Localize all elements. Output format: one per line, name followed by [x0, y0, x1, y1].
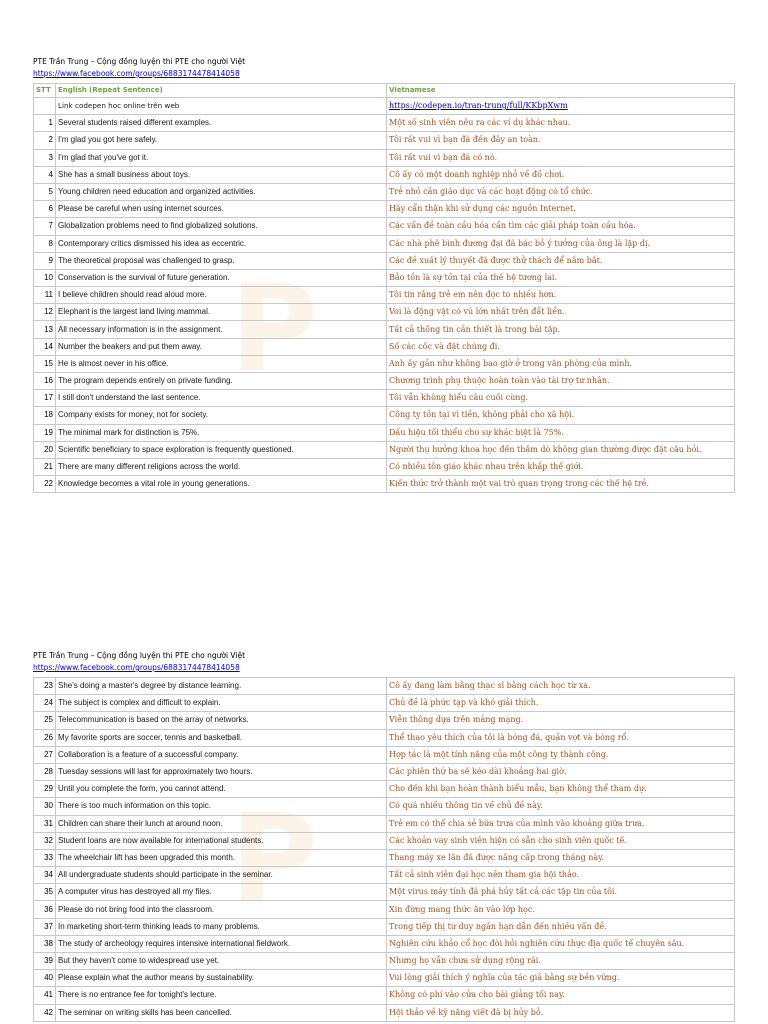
table-row: [34, 373, 735, 390]
row-number: 13: [34, 321, 56, 338]
row-number: 22: [34, 476, 56, 493]
watermark-logo: P: [230, 790, 318, 929]
table-row: [34, 269, 735, 286]
vietnamese-translation: Một số sinh viên nêu ra các ví dụ khác nhau.: [387, 115, 735, 132]
vietnamese-translation: Các phiên thứ ba sẽ kéo dài khoảng hai giờ.: [387, 763, 735, 780]
english-sentence: The theoretical proposal was challenged to grasp.: [56, 252, 387, 269]
english-sentence: All undergraduate students should participate in the seminar.: [56, 867, 387, 884]
row-number: 26: [34, 729, 56, 746]
english-sentence: The wheelchair lift has been upgraded this month.: [56, 849, 387, 866]
vietnamese-translation: Tôi tin rằng trẻ em nên đọc to nhiều hơn.: [387, 287, 735, 304]
page-header-link[interactable]: https://www.facebook.com/groups/6883174478414058: [33, 663, 240, 672]
vietnamese-translation: Công ty tồn tại vì tiền, không phải cho xã hội.: [387, 407, 735, 424]
vietnamese-translation: Bảo tồn là sự tồn tại của thế hệ tương lai.: [387, 269, 735, 286]
english-sentence: Knowledge becomes a vital role in young generations.: [56, 476, 387, 493]
vietnamese-translation: Anh ấy gần như không bao giờ ở trong văn phòng của mình.: [387, 355, 735, 372]
row-number: 12: [34, 304, 56, 321]
page-header-title: PTE Trần Trung – Cộng đồng luyện thi PTE cho người Việt: [33, 651, 246, 660]
table-row: [34, 458, 735, 475]
vietnamese-translation: Các đề xuất lý thuyết đã được thử thách để nắm bắt.: [387, 252, 735, 269]
table-row: [34, 815, 735, 832]
row-number: 38: [34, 935, 56, 952]
row-number: 30: [34, 798, 56, 815]
row-number: 27: [34, 746, 56, 763]
english-sentence: Please do not bring food into the classroom.: [56, 901, 387, 918]
row-number: 21: [34, 458, 56, 475]
english-sentence: Collaboration is a feature of a successful company.: [56, 746, 387, 763]
english-sentence: In marketing short-term thinking leads to many problems.: [56, 918, 387, 935]
vietnamese-translation: Dấu hiệu tối thiểu cho sự khác biệt là 75%.: [387, 424, 735, 441]
vietnamese-translation: Tôi rất vui vì bạn đã đến đây an toàn.: [387, 132, 735, 149]
table-row: [34, 321, 735, 338]
english-sentence: Please be careful when using internet sources.: [56, 201, 387, 218]
sentence-table-2-body: [34, 678, 735, 1022]
table-row: [34, 695, 735, 712]
vietnamese-translation: Số các cốc và đặt chúng đi.: [387, 338, 735, 355]
intro-row: [34, 98, 735, 115]
row-number: 35: [34, 884, 56, 901]
english-sentence: The study of archeology requires intensive international fieldwork.: [56, 935, 387, 952]
english-sentence: She's doing a master's degree by distance learning.: [56, 678, 387, 695]
table-row: [34, 849, 735, 866]
row-number: 36: [34, 901, 56, 918]
row-number: 33: [34, 849, 56, 866]
english-sentence: Young children need education and organized activities.: [56, 183, 387, 200]
vietnamese-translation: Cho đến khi bạn hoàn thành biểu mẫu, bạn không thể tham dự.: [387, 781, 735, 798]
table-row: [34, 183, 735, 200]
vietnamese-translation: Người thụ hưởng khoa học đến thăm dò không gian thường được đặt câu hỏi.: [387, 441, 735, 458]
english-sentence: Several students raised different examples.: [56, 115, 387, 132]
vietnamese-translation: Viễn thông dựa trên mảng mạng.: [387, 712, 735, 729]
row-number: 39: [34, 953, 56, 970]
table-row: [34, 201, 735, 218]
row-number: 17: [34, 390, 56, 407]
row-number: 24: [34, 695, 56, 712]
table-row: [34, 712, 735, 729]
table-row: [34, 935, 735, 952]
row-number: 16: [34, 373, 56, 390]
vietnamese-translation: Voi là động vật có vú lớn nhất trên đất liền.: [387, 304, 735, 321]
table-row: [34, 115, 735, 132]
row-number: 32: [34, 832, 56, 849]
table-row: [34, 132, 735, 149]
intro-row-english: Link codepen học online trên web: [56, 98, 387, 115]
table-row: [34, 424, 735, 441]
row-number: 42: [34, 1004, 56, 1021]
table-row: [34, 355, 735, 372]
row-number: 25: [34, 712, 56, 729]
vietnamese-translation: Tất cả sinh viên đại học nên tham gia hội thảo.: [387, 867, 735, 884]
row-number: 2: [34, 132, 56, 149]
table-row: [34, 798, 735, 815]
page-header-title: PTE Trần Trung – Cộng đồng luyện thi PTE cho người Việt: [33, 57, 246, 66]
row-number: 9: [34, 252, 56, 269]
row-number: 7: [34, 218, 56, 235]
row-number: 19: [34, 424, 56, 441]
row-number: 3: [34, 149, 56, 166]
table-row: [34, 149, 735, 166]
table-row: [34, 746, 735, 763]
vietnamese-translation: Cô ấy có một doanh nghiệp nhỏ về đồ chơi.: [387, 166, 735, 183]
vietnamese-translation: Hội thảo về kỹ năng viết đã bị hủy bỏ.: [387, 1004, 735, 1021]
english-sentence: There is no entrance fee for tonight's lecture.: [56, 987, 387, 1004]
vietnamese-translation: Thang máy xe lăn đã được nâng cấp trong tháng này.: [387, 849, 735, 866]
row-number: 8: [34, 235, 56, 252]
row-number: 20: [34, 441, 56, 458]
vietnamese-translation: Có quá nhiều thông tin về chủ đề này.: [387, 798, 735, 815]
english-sentence: A computer virus has destroyed all my files.: [56, 884, 387, 901]
english-sentence: I believe children should read aloud more.: [56, 287, 387, 304]
table-header-row: [34, 84, 735, 98]
vietnamese-translation: Cô ấy đang làm bằng thạc sĩ bằng cách học từ xa.: [387, 678, 735, 695]
english-sentence: She has a small business about toys.: [56, 166, 387, 183]
vietnamese-translation: Không có phí vào cửa cho bài giảng tối nay.: [387, 987, 735, 1004]
english-sentence: I'm glad that you've got it.: [56, 149, 387, 166]
vietnamese-translation: Xin đừng mang thức ăn vào lớp học.: [387, 901, 735, 918]
column-header-vietnamese: Vietnamese: [387, 84, 735, 98]
table-row: [34, 441, 735, 458]
table-row: [34, 1004, 735, 1021]
vietnamese-translation: Tất cả thông tin cần thiết là trong bài tập.: [387, 321, 735, 338]
english-sentence: The seminar on writing skills has been cancelled.: [56, 1004, 387, 1021]
table-row: [34, 407, 735, 424]
english-sentence: Please explain what the author means by sustainability.: [56, 970, 387, 987]
table-row: [34, 476, 735, 493]
row-number: 29: [34, 781, 56, 798]
vietnamese-translation: Tôi rất vui vì bạn đã có nó.: [387, 149, 735, 166]
codepen-link[interactable]: https://codepen.io/tran-trung/full/KKbpXwm: [387, 98, 735, 115]
table-row: [34, 678, 735, 695]
vietnamese-translation: Hãy cẩn thận khi sử dụng các nguồn Internet.: [387, 201, 735, 218]
english-sentence: Scientific beneficiary to space exploration is frequently questioned.: [56, 441, 387, 458]
sentence-table-1: [33, 83, 735, 493]
table-row: [34, 781, 735, 798]
table-row: [34, 987, 735, 1004]
english-sentence: Children can share their lunch at around noon.: [56, 815, 387, 832]
table-row: [34, 287, 735, 304]
vietnamese-translation: Có nhiều tôn giáo khác nhau trên khắp thế giới.: [387, 458, 735, 475]
page-header-link[interactable]: https://www.facebook.com/groups/6883174478414058: [33, 69, 240, 78]
table-row: [34, 970, 735, 987]
table-row: [34, 235, 735, 252]
vietnamese-translation: Chủ đề là phức tạp và khó giải thích.: [387, 695, 735, 712]
table-row: [34, 338, 735, 355]
vietnamese-translation: Kiến thức trở thành một vai trò quan trọng trong các thế hệ trẻ.: [387, 476, 735, 493]
english-sentence: But they haven't come to widespread use yet.: [56, 953, 387, 970]
row-number: 37: [34, 918, 56, 935]
english-sentence: There are many different religions across the world.: [56, 458, 387, 475]
vietnamese-translation: Các vấn đề toàn cầu hóa cần tìm các giải pháp toàn cầu hóa.: [387, 218, 735, 235]
vietnamese-translation: Nghiên cứu khảo cổ học đòi hỏi nghiên cứu thực địa quốc tế chuyên sâu.: [387, 935, 735, 952]
row-number: 34: [34, 867, 56, 884]
table-row: [34, 304, 735, 321]
english-sentence: All necessary information is in the assignment.: [56, 321, 387, 338]
vietnamese-translation: Các khoản vay sinh viên hiện có sẵn cho sinh viên quốc tế.: [387, 832, 735, 849]
vietnamese-translation: Một virus máy tính đã phá hủy tất cả các tập tin của tôi.: [387, 884, 735, 901]
english-sentence: Telecommunication is based on the array of networks.: [56, 712, 387, 729]
table-row: [34, 390, 735, 407]
row-number: 31: [34, 815, 56, 832]
english-sentence: Number the beakers and put them away.: [56, 338, 387, 355]
vietnamese-translation: Trẻ nhỏ cần giáo dục và các hoạt động có tổ chức.: [387, 183, 735, 200]
english-sentence: The program depends entirely on private funding.: [56, 373, 387, 390]
row-number: 4: [34, 166, 56, 183]
row-number: 41: [34, 987, 56, 1004]
watermark-logo: P: [230, 260, 318, 399]
row-number: 14: [34, 338, 56, 355]
table-row: [34, 218, 735, 235]
vietnamese-translation: Hợp tác là một tính năng của một công ty thành công.: [387, 746, 735, 763]
row-number: 11: [34, 287, 56, 304]
table-row: [34, 729, 735, 746]
english-sentence: I'm glad you got here safely.: [56, 132, 387, 149]
english-sentence: Elephant is the largest land living mammal.: [56, 304, 387, 321]
table-row: [34, 166, 735, 183]
vietnamese-translation: Thể thao yêu thích của tôi là bóng đá, quần vợt và bóng rổ.: [387, 729, 735, 746]
english-sentence: Globalization problems need to find globalized solutions.: [56, 218, 387, 235]
table-row: [34, 953, 735, 970]
table-row: [34, 763, 735, 780]
english-sentence: I still don't understand the last sentence.: [56, 390, 387, 407]
row-number: 1: [34, 115, 56, 132]
english-sentence: The subject is complex and difficult to explain.: [56, 695, 387, 712]
vietnamese-translation: Nhưng họ vẫn chưa sử dụng rộng rãi.: [387, 953, 735, 970]
vietnamese-translation: Các nhà phê bình đương đại đã bác bỏ ý tưởng của ông là lập dị.: [387, 235, 735, 252]
column-header-english: English (Repeat Sentence): [56, 84, 387, 98]
row-number: 28: [34, 763, 56, 780]
table-row: [34, 918, 735, 935]
vietnamese-translation: Chương trình phụ thuộc hoàn toàn vào tài trợ tư nhân.: [387, 373, 735, 390]
sentence-table-2: [33, 677, 735, 1022]
row-number: 15: [34, 355, 56, 372]
english-sentence: Until you complete the form, you cannot attend.: [56, 781, 387, 798]
english-sentence: There is too much information on this topic.: [56, 798, 387, 815]
vietnamese-translation: Vui lòng giải thích ý nghĩa của tác giả bằng sự bền vững.: [387, 970, 735, 987]
row-number: 6: [34, 201, 56, 218]
vietnamese-translation: Trẻ em có thể chia sẻ bữa trưa của mình vào khoảng giữa trưa.: [387, 815, 735, 832]
english-sentence: He is almost never in his office.: [56, 355, 387, 372]
row-number: 40: [34, 970, 56, 987]
table-row: [34, 884, 735, 901]
english-sentence: The minimal mark for distinction is 75%.: [56, 424, 387, 441]
english-sentence: Tuesday sessions will last for approximately two hours.: [56, 763, 387, 780]
row-number: 10: [34, 269, 56, 286]
english-sentence: Contemporary critics dismissed his idea as eccentric.: [56, 235, 387, 252]
english-sentence: Conservation is the survival of future generation.: [56, 269, 387, 286]
english-sentence: Company exists for money, not for society.: [56, 407, 387, 424]
row-number: 18: [34, 407, 56, 424]
column-header-stt: STT: [34, 84, 56, 98]
table-row: [34, 252, 735, 269]
english-sentence: Student loans are now available for international students.: [56, 832, 387, 849]
sentence-table-1-body: [34, 84, 735, 493]
table-row: [34, 867, 735, 884]
table-row: [34, 901, 735, 918]
intro-row-number: [34, 98, 56, 115]
vietnamese-translation: Trong tiếp thị tư duy ngắn hạn dẫn đến nhiều vấn đề.: [387, 918, 735, 935]
english-sentence: My favorite sports are soccer, tennis and basketball.: [56, 729, 387, 746]
table-row: [34, 832, 735, 849]
row-number: 5: [34, 183, 56, 200]
vietnamese-translation: Tôi vẫn không hiểu câu cuối cùng.: [387, 390, 735, 407]
row-number: 23: [34, 678, 56, 695]
